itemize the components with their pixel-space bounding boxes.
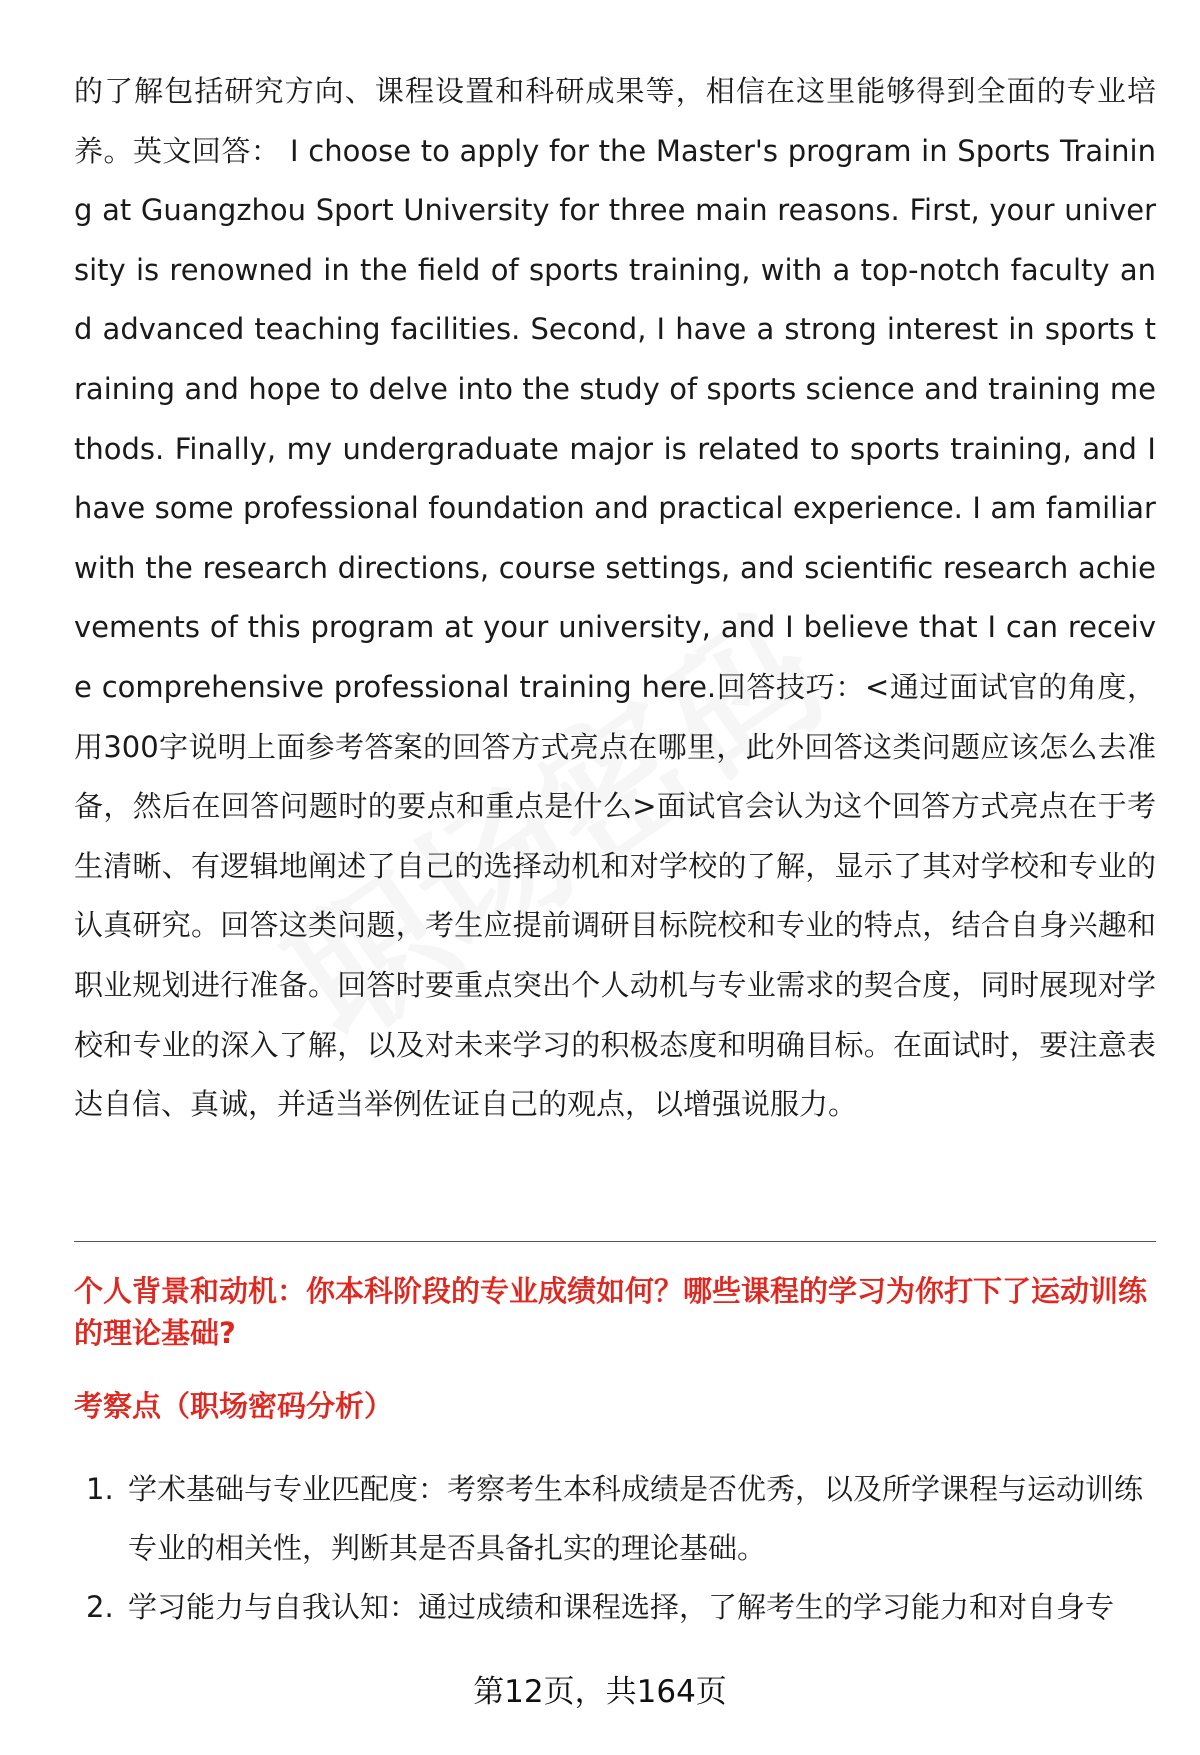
list-item-text: 学术基础与专业匹配度：考察考生本科成绩是否优秀，以及所学课程与运动训练专业的相关性，判断其是否具备扎实的理论基础。	[128, 1472, 1144, 1565]
question-heading: 个人背景和动机：你本科阶段的专业成绩如何？哪些课程的学习为你打下了运动训练的理论基础?	[74, 1274, 1148, 1350]
analysis-point-list	[74, 1460, 1156, 1637]
list-item	[74, 1460, 1156, 1578]
list-item-text: 学习能力与自我认知：通过成绩和课程选择，了解考生的学习能力和对自身专	[128, 1590, 1115, 1624]
list-item	[74, 1578, 1156, 1637]
list-item-number: 2.	[86, 1590, 114, 1624]
page-number: 第12页，共164页	[473, 1674, 727, 1710]
analysis-heading: 考察点（职场密码分析）	[74, 1389, 394, 1423]
section-divider	[74, 1241, 1156, 1242]
list-item-number: 1.	[86, 1472, 114, 1506]
answer-paragraph: 的了解包括研究方向、课程设置和科研成果等，相信在这里能够得到全面的专业培养。英文回答： I choose to apply for the Master's program in Sports Training at Guangzhou Sport University for three main reasons. First, your university is renowned in the field of sports training, with a top-notch faculty and advanced teaching facilities. Second, I have a strong interest in sports training and hope to delve into the study of sports science and training methods. Finally, my undergraduate major is related to sports training, and I have some professional foundation and practical experience. I am familiar with the research directions, course settings, and scientific research achievements of this program at your university, and I believe that I can receive comprehensive professional training here.回答技巧：<通过面试官的角度，用300字说明上面参考答案的回答方式亮点在哪里，此外回答这类问题应该怎么去准备，然后在回答问题时的要点和重点是什么>面试官会认为这个回答方式亮点在于考生清晰、有逻辑地阐述了自己的选择动机和对学校的了解，显示了其对学校和专业的认真研究。回答这类问题，考生应提前调研目标院校和专业的特点，结合自身兴趣和职业规划进行准备。回答时要重点突出个人动机与专业需求的契合度，同时展现对学校和专业的深入了解，以及对未来学习的积极态度和明确目标。在面试时，要注意表达自信、真诚，并适当举例佐证自己的观点，以增强说服力。	[74, 74, 1156, 1122]
document-body	[74, 62, 1156, 1135]
